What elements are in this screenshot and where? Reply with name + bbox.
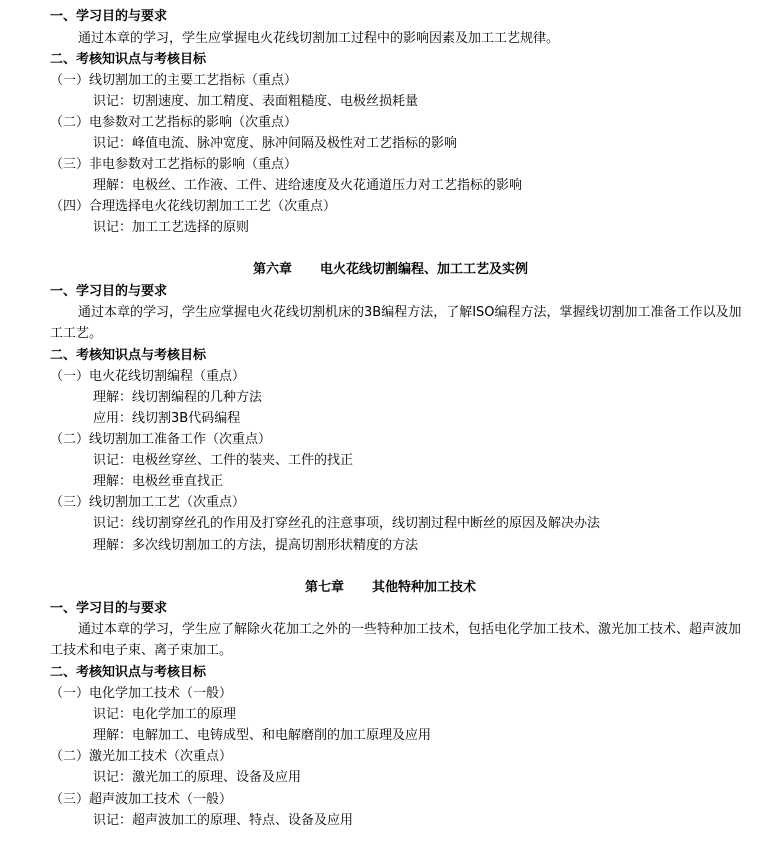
list-item: 识记：切割速度、加工精度、表面粗糙度、电极丝损耗量 [93,94,419,109]
section-heading: 一、学习目的与要求 [50,601,168,616]
section-heading: 二、考核知识点与考核目标 [50,348,207,363]
list-item: 识记：电极丝穿丝、工件的装夹、工件的找正 [93,453,354,468]
subsection-heading: （二）电参数对工艺指标的影响（次重点） [50,115,298,130]
subsection-heading: （二）线切割加工准备工作（次重点） [50,432,272,447]
section-heading: 一、学习目的与要求 [50,9,168,24]
chapter-title [0,259,781,280]
subsection-heading: （二）激光加工技术（次重点） [50,749,233,764]
list-item: 理解：多次线切割加工的方法，提高切割形状精度的方法 [93,538,419,553]
list-item: 理解：线切割编程的几种方法 [93,390,263,405]
paragraph: 通过本章的学习，学生应掌握电火花线切割加工过程中的影响因素及加工工艺规律。 [78,31,560,46]
list-item: 理解：电极丝垂直找正 [93,474,224,489]
subsection-heading: （四）合理选择电火花线切割加工工艺（次重点） [50,199,337,214]
list-item: 应用：线切割3B代码编程 [93,411,241,426]
list-item: 识记：超声波加工的原理、特点、设备及应用 [93,813,354,828]
list-item: 识记：激光加工的原理、设备及应用 [93,770,302,785]
subsection-heading: （三）线切割加工工艺（次重点） [50,495,246,510]
subsection-heading: （一）电火花线切割编程（重点） [50,369,246,384]
paragraph: 通过本章的学习，学生应了解除火花加工之外的一些特种加工技术，包括电化学加工技术、激光加工技术、超声波加工技术和电子束、离子束加工。 [50,622,742,658]
chapter-title [0,577,781,598]
chapter-name: 电火花线切割编程、加工工艺及实例 [320,262,529,277]
list-item: 识记：峰值电流、脉冲宽度、脉冲间隔及极性对工艺指标的影响 [93,136,458,151]
subsection-heading: （一）电化学加工技术（一般） [50,686,233,701]
subsection-heading: （三）非电参数对工艺指标的影响（重点） [50,157,298,172]
chapter-number: 第六章 [252,262,292,277]
section-heading: 二、考核知识点与考核目标 [50,52,207,67]
section-heading: 二、考核知识点与考核目标 [50,665,207,680]
subsection-heading: （三）超声波加工技术（一般） [50,792,233,807]
section-heading: 一、学习目的与要求 [50,284,168,299]
list-item: 识记：加工工艺选择的原则 [93,220,250,235]
chapter-name: 其他特种加工技术 [372,580,477,595]
paragraph: 通过本章的学习，学生应掌握电火花线切割机床的3B编程方法，了解ISO编程方法，掌握线切割加工准备工作以及加工工艺。 [50,305,742,341]
chapter-number: 第七章 [304,580,344,595]
list-item: 识记：线切割穿丝孔的作用及打穿丝孔的注意事项，线切割过程中断丝的原因及解决办法 [93,516,601,531]
list-item: 理解：电极丝、工作液、工件、进给速度及火花通道压力对工艺指标的影响 [93,178,523,193]
list-item: 理解：电解加工、电铸成型、和电解磨削的加工原理及应用 [93,728,432,743]
subsection-heading: （一）线切割加工的主要工艺指标（重点） [50,73,298,88]
list-item: 识记：电化学加工的原理 [93,707,237,722]
